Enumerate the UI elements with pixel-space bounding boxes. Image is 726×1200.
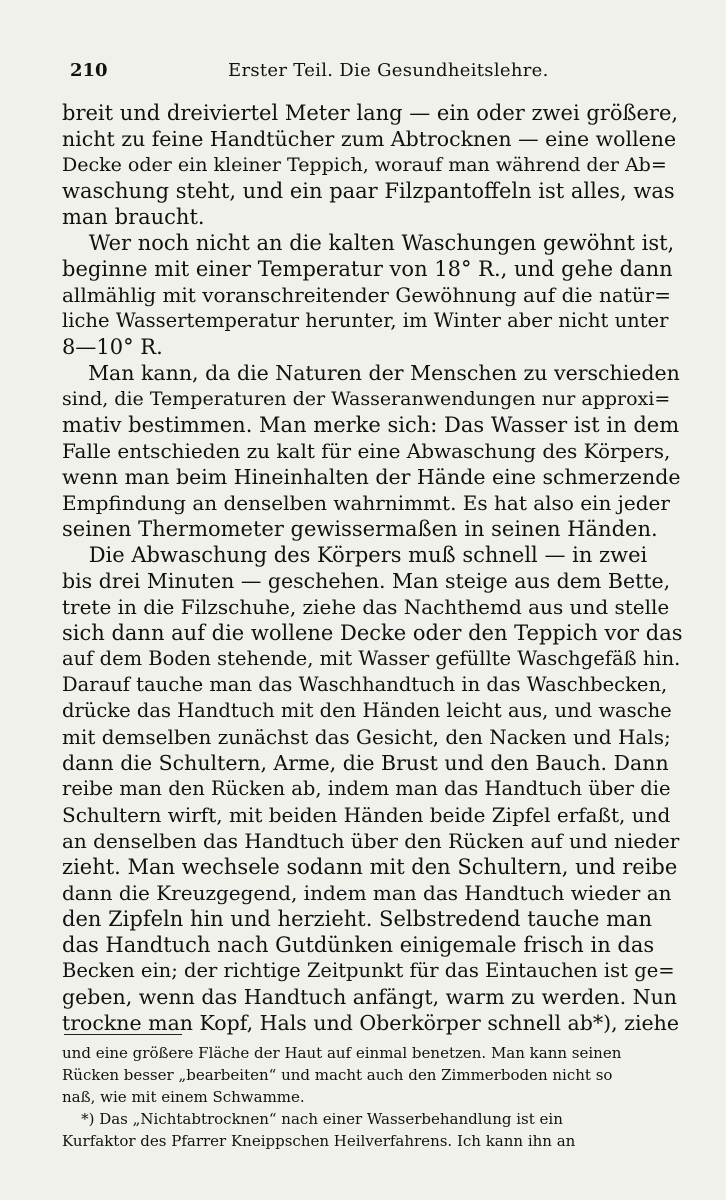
text-line: den Zipfeln hin und herzieht. Selbstredend tauche man xyxy=(62,907,653,931)
text-line: bis drei Minuten — geschehen. Man steige aus dem Bette, xyxy=(62,569,671,593)
text-line: liche Wassertemperatur herunter, im Winter aber nicht unter xyxy=(62,309,669,332)
footnote-line: Rücken besser „bearbeiten“ und macht auch den Zimmerboden nicht so xyxy=(62,1066,613,1084)
text-line: beginne mit einer Temperatur von 18° R., und gehe dann xyxy=(62,257,673,281)
text-line: dann die Kreuzgegend, indem man das Handtuch wieder an xyxy=(62,881,672,905)
text-line: trockne man Kopf, Hals und Oberkörper schnell ab*), ziehe xyxy=(62,1011,679,1035)
footnote-line: naß, wie mit einem Schwamme. xyxy=(62,1088,305,1106)
text-line: auf dem Boden stehende, mit Wasser gefüllte Waschgefäß hin. xyxy=(62,647,681,670)
running-head: Erster Teil. Die Gesundheitslehre. xyxy=(228,60,549,81)
text-line: Die Abwaschung des Körpers muß schnell — in zwei xyxy=(62,543,648,567)
text-line: mativ bestimmen. Man merke sich: Das Wasser ist in dem xyxy=(62,413,680,437)
text-line: Man kann, da die Naturen der Menschen zu verschieden xyxy=(62,361,680,385)
text-line: Schultern wirft, mit beiden Händen beide Zipfel erfaßt, und xyxy=(62,803,671,827)
body-text xyxy=(62,100,682,1036)
text-line: mit demselben zunächst das Gesicht, den Nacken und Hals; xyxy=(62,725,671,749)
text-line: geben, wenn das Handtuch anfängt, warm zu werden. Nun xyxy=(62,985,677,1009)
footnote-line: Kurfaktor des Pfarrer Kneippschen Heilverfahrens. Ich kann ihn an xyxy=(62,1132,576,1150)
text-line: breit und dreiviertel Meter lang — ein oder zwei größere, xyxy=(62,101,679,125)
text-line: zieht. Man wechsele sodann mit den Schultern, und reibe xyxy=(62,855,678,879)
text-line: nicht zu feine Handtücher zum Abtrocknen — eine wollene xyxy=(62,127,677,151)
page-header xyxy=(70,60,680,86)
text-line: an denselben das Handtuch über den Rücken auf und nieder xyxy=(62,829,680,853)
footnote-line: *) Das „Nichtabtrocknen“ nach einer Wasserbehandlung ist ein xyxy=(62,1110,563,1128)
text-line: allmählig mit voranschreitender Gewöhnung auf die natür= xyxy=(62,283,672,307)
text-line: 8—10° R. xyxy=(62,335,163,359)
text-line: dann die Schultern, Arme, die Brust und den Bauch. Dann xyxy=(62,751,669,775)
text-line: sich dann auf die wollene Decke oder den Teppich vor das xyxy=(62,621,682,645)
footnotes xyxy=(62,1042,682,1152)
text-line: Wer noch nicht an die kalten Waschungen gewöhnt ist, xyxy=(62,231,675,255)
text-line: man braucht. xyxy=(62,205,205,229)
text-line: wenn man beim Hineinhalten der Hände eine schmerzende xyxy=(62,465,681,489)
text-line: Falle entschieden zu kalt für eine Abwaschung des Körpers, xyxy=(62,439,671,463)
text-line: seinen Thermometer gewissermaßen in seinen Händen. xyxy=(62,517,658,541)
text-line: Becken ein; der richtige Zeitpunkt für das Eintauchen ist ge= xyxy=(62,959,675,982)
footnote-line: und eine größere Fläche der Haut auf einmal benetzen. Man kann seinen xyxy=(62,1044,622,1062)
footnote-rule xyxy=(64,1034,182,1035)
text-line: reibe man den Rücken ab, indem man das Handtuch über die xyxy=(62,777,671,800)
text-line: Darauf tauche man das Waschhandtuch in das Waschbecken, xyxy=(62,673,668,696)
text-line: Empfindung an denselben wahrnimmt. Es hat also ein jeder xyxy=(62,491,670,515)
text-line: das Handtuch nach Gutdünken einigemale frisch in das xyxy=(62,933,655,957)
text-line: waschung steht, und ein paar Filzpantoffeln ist alles, was xyxy=(62,179,675,203)
text-line: drücke das Handtuch mit den Händen leicht aus, und wasche xyxy=(62,699,672,722)
text-line: trete in die Filzschuhe, ziehe das Nachthemd aus und stelle xyxy=(62,595,670,619)
text-line: sind, die Temperaturen der Wasseranwendungen nur approxi= xyxy=(62,388,671,410)
page-number: 210 xyxy=(70,60,108,81)
text-line: Decke oder ein kleiner Teppich, worauf man während der Ab= xyxy=(62,154,667,176)
